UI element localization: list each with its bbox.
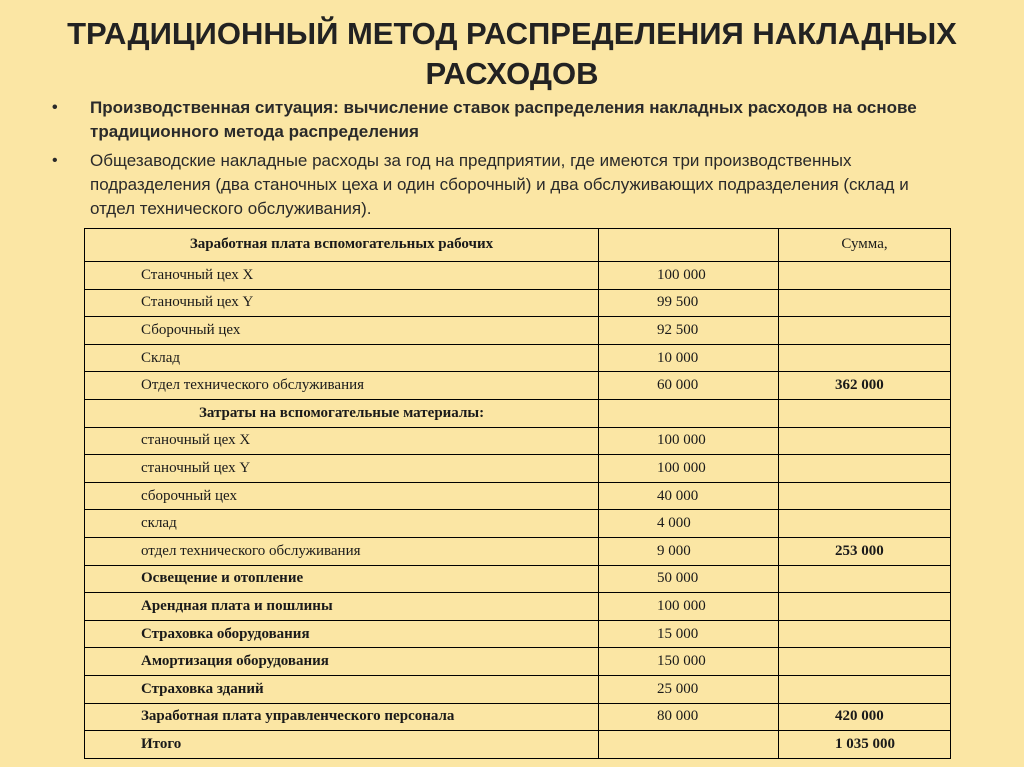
row-label: сборочный цех — [85, 482, 599, 510]
row-sum — [779, 620, 951, 648]
row-label: Отдел технического обслуживания — [85, 372, 599, 400]
row-label: Страховка зданий — [85, 675, 599, 703]
table-row — [85, 593, 951, 621]
bullet-text: Производственная ситуация: вычисление ставок распределения накладных расходов на основе традиционного метода распределения — [90, 98, 917, 141]
row-label: склад — [85, 510, 599, 538]
materials-header-sum — [779, 399, 951, 427]
bullet-description — [52, 149, 952, 221]
table-header-row — [85, 229, 951, 262]
row-amount: 60 000 — [599, 372, 779, 400]
row-sum — [779, 648, 951, 676]
bullet-text: Общезаводские накладные расходы за год на предприятии, где имеются три производственных подразделения (два станочных цеха и один сборочный) и два обслуживающих подразделения (склад и отдел технического обслуживания). — [90, 151, 909, 218]
row-amount: 10 000 — [599, 344, 779, 372]
bullet-dot-icon: • — [52, 152, 58, 169]
row-sum — [779, 455, 951, 483]
row-label: Станочный цех Y — [85, 289, 599, 317]
row-sum — [779, 317, 951, 345]
materials-header-label: Затраты на вспомогательные материалы: — [85, 399, 599, 427]
row-sum — [779, 262, 951, 290]
table-row — [85, 620, 951, 648]
header-amount — [599, 229, 779, 262]
materials-header-row — [85, 399, 951, 427]
row-sum — [779, 289, 951, 317]
row-amount: 150 000 — [599, 648, 779, 676]
row-sum — [779, 482, 951, 510]
row-amount: 100 000 — [599, 455, 779, 483]
table-row — [85, 648, 951, 676]
row-amount: 92 500 — [599, 317, 779, 345]
row-amount — [599, 731, 779, 759]
row-label: Страховка оборудования — [85, 620, 599, 648]
row-amount: 25 000 — [599, 675, 779, 703]
row-amount: 100 000 — [599, 262, 779, 290]
row-sum — [779, 344, 951, 372]
row-sum — [779, 427, 951, 455]
table-row — [85, 565, 951, 593]
table-row — [85, 262, 951, 290]
row-sum — [779, 565, 951, 593]
table-row — [85, 427, 951, 455]
row-amount: 4 000 — [599, 510, 779, 538]
table-row — [85, 317, 951, 345]
row-label: Склад — [85, 344, 599, 372]
row-label: Амортизация оборудования — [85, 648, 599, 676]
table-row — [85, 482, 951, 510]
bullet-list — [52, 96, 952, 221]
row-amount: 100 000 — [599, 593, 779, 621]
row-sum — [779, 510, 951, 538]
header-label: Заработная плата вспомогательных рабочих — [85, 229, 599, 262]
row-label: станочный цех X — [85, 427, 599, 455]
bullet-situation — [52, 96, 952, 144]
row-label: станочный цех Y — [85, 455, 599, 483]
table-row — [85, 731, 951, 759]
table-row — [85, 537, 951, 565]
table-row — [85, 510, 951, 538]
row-sum — [779, 675, 951, 703]
materials-header-amount — [599, 399, 779, 427]
row-label: Арендная плата и пошлины — [85, 593, 599, 621]
row-amount: 40 000 — [599, 482, 779, 510]
row-sum: 1 035 000 — [779, 731, 951, 759]
row-amount: 50 000 — [599, 565, 779, 593]
row-sum: 362 000 — [779, 372, 951, 400]
page-title: ТРАДИЦИОННЫЙ МЕТОД РАСПРЕДЕЛЕНИЯ НАКЛАДНЫХ РАСХОДОВ — [67, 16, 957, 91]
row-sum: 420 000 — [779, 703, 951, 731]
row-amount: 9 000 — [599, 537, 779, 565]
table-row — [85, 675, 951, 703]
row-amount: 15 000 — [599, 620, 779, 648]
row-amount: 99 500 — [599, 289, 779, 317]
row-label: Итого — [85, 731, 599, 759]
row-sum: 253 000 — [779, 537, 951, 565]
table-row — [85, 372, 951, 400]
header-sum: Сумма, — [779, 229, 951, 262]
row-label: отдел технического обслуживания — [85, 537, 599, 565]
row-label: Заработная плата управленческого персонала — [85, 703, 599, 731]
row-label: Освещение и отопление — [85, 565, 599, 593]
row-label: Сборочный цех — [85, 317, 599, 345]
table-row — [85, 344, 951, 372]
table-row — [85, 289, 951, 317]
row-sum — [779, 593, 951, 621]
table-row — [85, 455, 951, 483]
row-amount: 100 000 — [599, 427, 779, 455]
overhead-table — [84, 228, 951, 759]
row-amount: 80 000 — [599, 703, 779, 731]
bullet-dot-icon: • — [52, 99, 58, 116]
table-row — [85, 703, 951, 731]
row-label: Станочный цех X — [85, 262, 599, 290]
